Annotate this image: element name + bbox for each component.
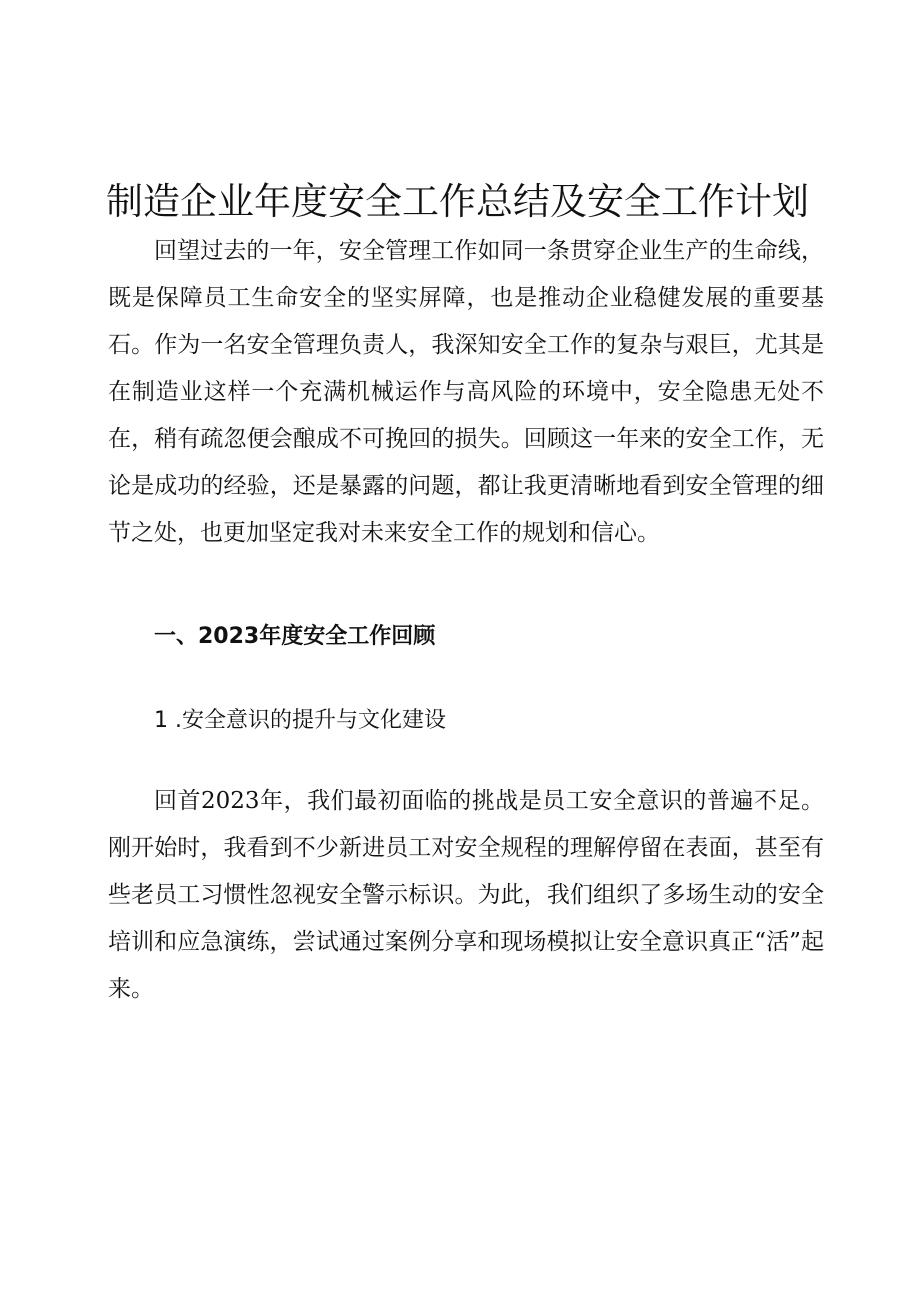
subsection-heading: 1 .安全意识的提升与文化建设 xyxy=(154,708,446,733)
document-title: 制造企业年度安全工作总结及安全工作计划 xyxy=(106,180,809,223)
intro-paragraph: 回望过去的一年，安全管理工作如同一条贯穿企业生产的生命线，既是保障员工生命安全的坚实屏障，也是推动企业稳健发展的重要基石。作为一名安全管理负责人，我深知安全工作的复杂与艰巨，尤其是在制造业这样一个充满机械运作与高风险的环境中，安全隐患无处不在，稍有疏忽便会酿成不可挽回的损失。回顾这一年来的安全工作，无论是成功的经验，还是暴露的问题，都让我更清晰地看到安全管理的细节之处，也更加坚定我对未来安全工作的规划和信心。 xyxy=(108,238,824,546)
review-paragraph: 回首2023年，我们最初面临的挑战是员工安全意识的普遍不足。刚开始时，我看到不少新进员工对安全规程的理解停留在表面，甚至有些老员工习惯性忽视安全警示标识。为此，我们组织了多场生动的安全培训和应急演练，尝试通过案例分享和现场模拟让安全意识真正“活”起来。 xyxy=(108,788,824,1002)
section-heading: 一、2023年度安全工作回顾 xyxy=(154,624,436,649)
